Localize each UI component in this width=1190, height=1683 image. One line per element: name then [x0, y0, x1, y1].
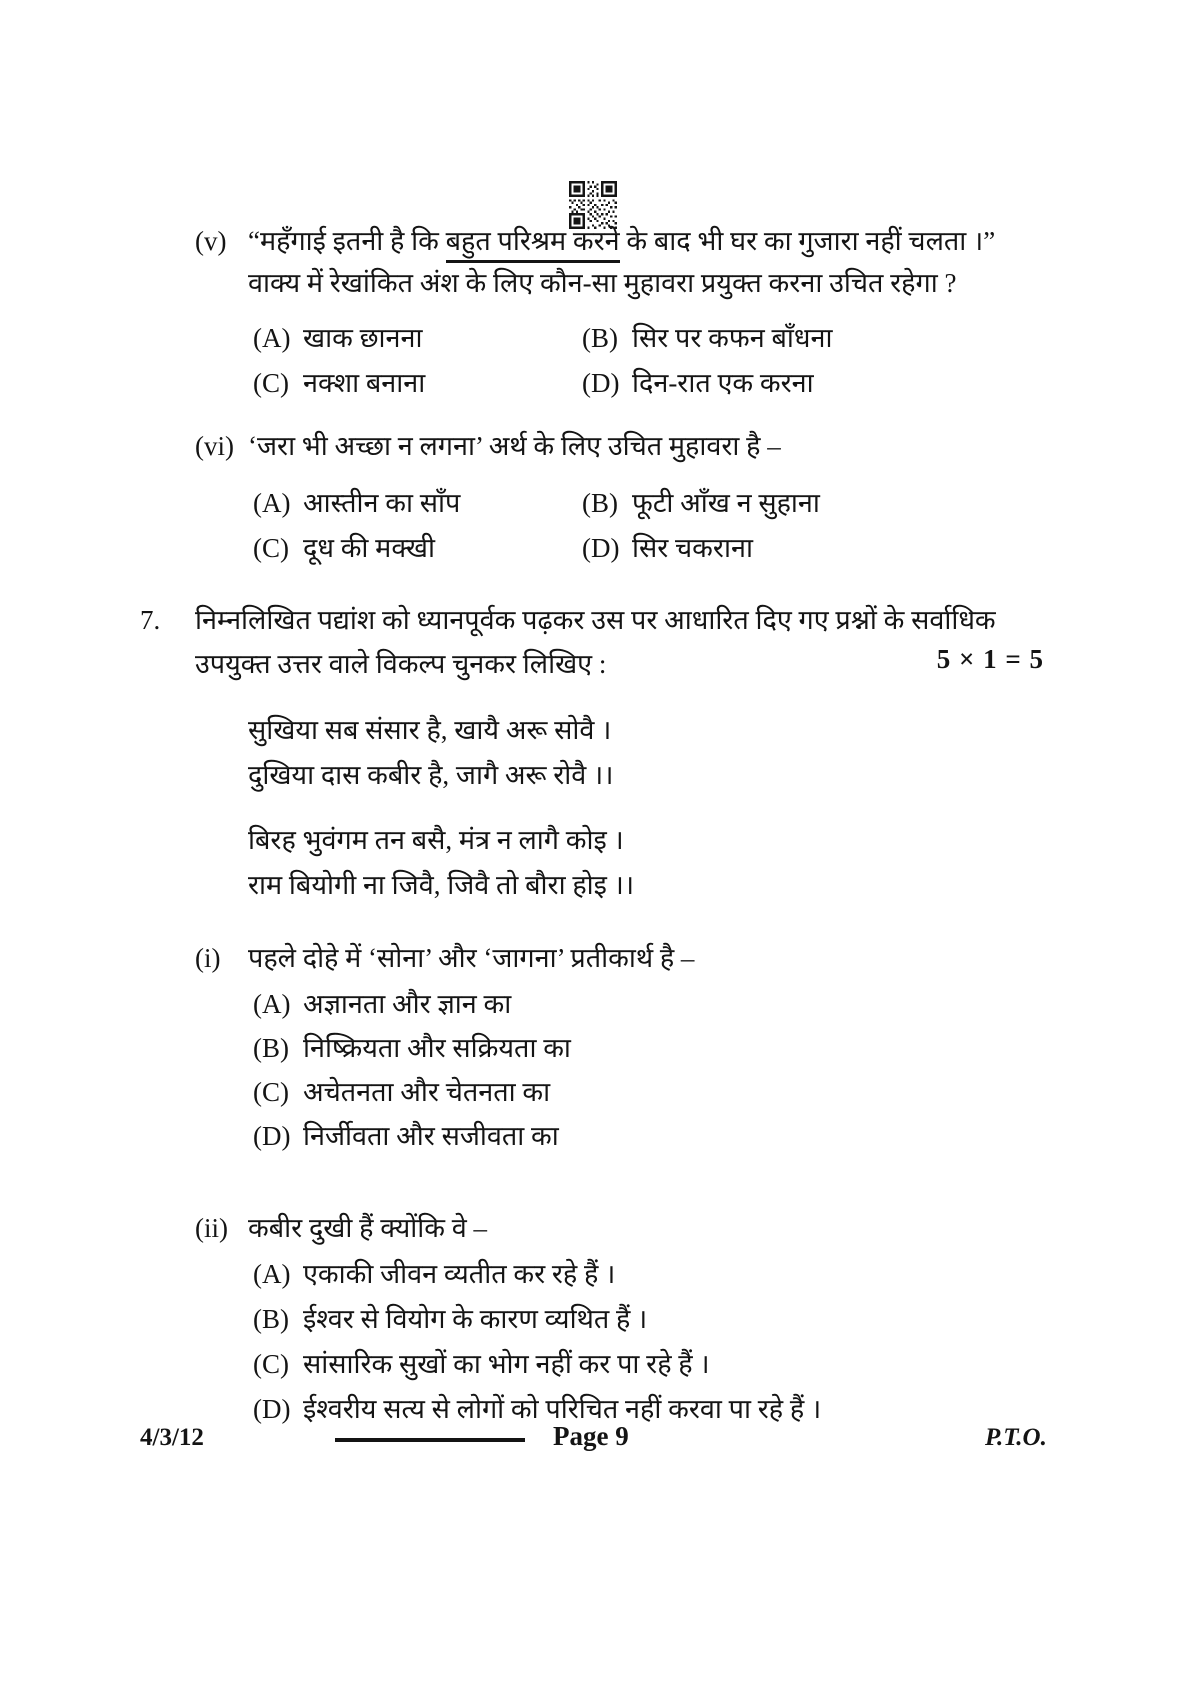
- option-text: नक्शा बनाना: [303, 368, 426, 398]
- option-text: निष्क्रियता और सक्रियता का: [303, 1033, 571, 1063]
- option-row: [582, 481, 1030, 526]
- option-row: [253, 1342, 1080, 1387]
- option-row: [253, 481, 582, 526]
- option-label: (A): [253, 1259, 291, 1289]
- option-text: सांसारिक सुखों का भोग नहीं कर पा रहे हैं ।: [303, 1349, 710, 1379]
- option-row: [253, 982, 1080, 1026]
- option-row: [253, 526, 582, 571]
- marks-badge: 5 × 1 = 5: [936, 644, 1044, 674]
- question-vi-head: [195, 425, 1030, 467]
- option-label: (B): [582, 488, 618, 518]
- option-label: (D): [253, 1394, 291, 1424]
- option-label: (B): [253, 1033, 289, 1063]
- question-vi-label: (vi): [195, 431, 234, 461]
- sub-question-ii-head: [195, 1206, 1080, 1250]
- option-text: खाक छानना: [303, 323, 423, 353]
- option-label: (D): [253, 1121, 291, 1151]
- option-text: ईश्वर से वियोग के कारण व्यथित हैं ।: [303, 1304, 648, 1334]
- option-row: [253, 1114, 1080, 1158]
- option-label: (A): [253, 989, 291, 1019]
- option-row: [253, 1070, 1080, 1114]
- option-row: [582, 361, 1030, 406]
- option-label: (B): [253, 1304, 289, 1334]
- pto-label: P.T.O.: [985, 1424, 1047, 1451]
- poem-line: राम बियोगी ना जिवै, जिवै तो बौरा होइ ।।: [248, 870, 635, 900]
- question-7-number: 7.: [140, 605, 161, 635]
- option-text: निर्जीवता और सजीवता का: [303, 1121, 559, 1151]
- question-vi-options: [253, 481, 1030, 571]
- option-label: (D): [582, 533, 620, 563]
- option-row: [253, 361, 582, 406]
- sub-question-i-label: (i): [195, 943, 221, 973]
- option-label: (C): [253, 1077, 289, 1107]
- option-label: (C): [253, 1349, 289, 1379]
- question-7-text: निम्नलिखित पद्यांश को ध्यानपूर्वक पढ़कर उस पर आधारित दिए गए प्रश्नों के सर्वाधिक उपयुक्त उत्तर वाले विकल्प चुनकर लिखिए :: [195, 605, 996, 679]
- underlined-phrase: बहुत परिश्रम करने: [446, 226, 620, 263]
- sub-question-i-options: [253, 982, 1080, 1158]
- poem-stanza-1: [248, 708, 1080, 798]
- sub-question-i: [195, 936, 1080, 1158]
- option-row: [253, 316, 582, 361]
- sub-question-ii: [195, 1206, 1080, 1432]
- option-label: (A): [253, 488, 291, 518]
- option-text: फूटी आँख न सुहाना: [632, 488, 820, 518]
- option-text: आस्तीन का साँप: [303, 488, 461, 518]
- option-row: [253, 1026, 1080, 1070]
- question-v-label: (v): [195, 226, 227, 256]
- question-v: [195, 220, 1030, 406]
- option-row: [253, 1387, 1080, 1432]
- page-number: Page 9: [553, 1421, 629, 1451]
- poem-line: सुखिया सब संसार है, खायै अरू सोवै ।: [248, 715, 612, 745]
- question-7: [140, 598, 1080, 1432]
- option-text: एकाकी जीवन व्यतीत कर रहे हैं ।: [303, 1259, 616, 1289]
- question-v-options: [253, 316, 1030, 406]
- question-v-text-prefix: “महँगाई इतनी है कि: [248, 226, 446, 256]
- question-v-text: [248, 220, 1030, 304]
- sub-question-i-head: [195, 936, 1080, 980]
- option-text: सिर चकराना: [632, 533, 753, 563]
- option-text: दूध की मक्खी: [303, 533, 435, 563]
- question-v-head: [195, 220, 1030, 304]
- poem-line: दुखिया दास कबीर है, जागै अरू रोवै ।।: [248, 760, 614, 790]
- option-label: (C): [253, 368, 289, 398]
- option-text: सिर पर कफन बाँधना: [632, 323, 833, 353]
- option-label: (B): [582, 323, 618, 353]
- poem-line: बिरह भुवंगम तन बसै, मंत्र न लागै कोइ ।: [248, 825, 624, 855]
- sub-question-i-text: पहले दोहे में ‘सोना’ और ‘जागना’ प्रतीकार्थ है –: [248, 943, 695, 973]
- option-row: [253, 1297, 1080, 1342]
- poem-stanza-2: [248, 818, 1080, 908]
- option-text: दिन-रात एक करना: [632, 368, 814, 398]
- sub-question-ii-options: [253, 1252, 1080, 1432]
- option-label: (A): [253, 323, 291, 353]
- option-row: [582, 526, 1030, 571]
- option-row: [253, 1252, 1080, 1297]
- sub-question-ii-text: कबीर दुखी हैं क्योंकि वे –: [248, 1213, 488, 1243]
- question-vi: [195, 425, 1030, 571]
- footer-divider-line: [335, 1438, 525, 1442]
- option-label: (C): [253, 533, 289, 563]
- option-label: (D): [582, 368, 620, 398]
- question-v-text-suffix: के बाद भी घर का गुजारा नहीं चलता ।” वाक्य में रेखांकित अंश के लिए कौन-सा मुहावरा प्रयुक्त करना उचित रहेगा ?: [248, 226, 996, 298]
- sub-question-ii-label: (ii): [195, 1213, 228, 1243]
- option-row: [582, 316, 1030, 361]
- option-text: ईश्वरीय सत्य से लोगों को परिचित नहीं करवा पा रहे हैं ।: [303, 1394, 822, 1424]
- question-vi-text: ‘जरा भी अच्छा न लगना’ अर्थ के लिए उचित मुहावरा है –: [248, 431, 781, 461]
- paper-code: 4/3/12: [140, 1424, 204, 1451]
- option-text: अज्ञानता और ज्ञान का: [303, 989, 512, 1019]
- option-text: अचेतनता और चेतनता का: [303, 1077, 551, 1107]
